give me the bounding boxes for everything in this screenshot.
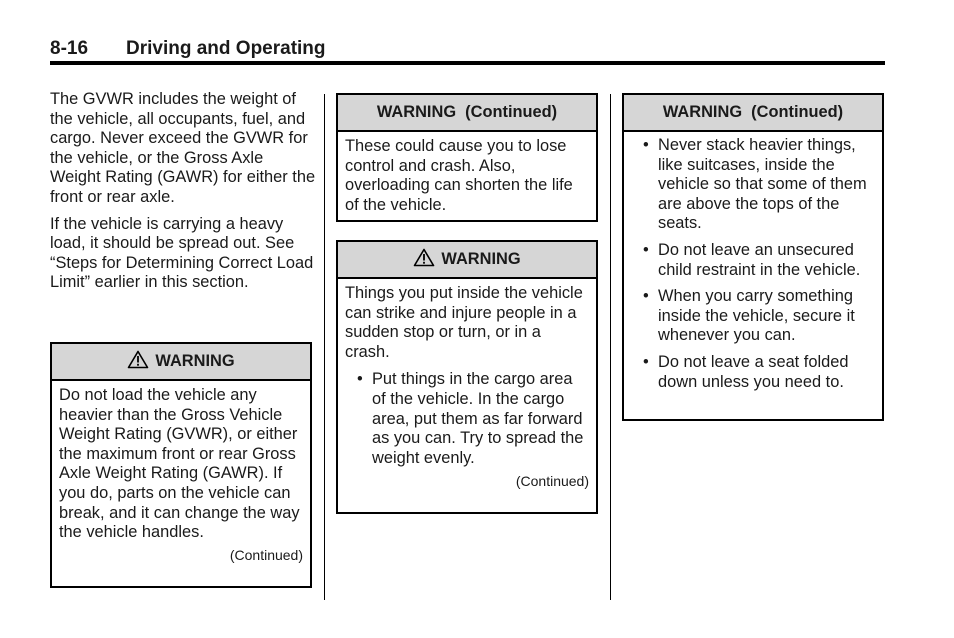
warning-title: WARNING (Continued) — [376, 103, 558, 121]
list-item: • When you carry something inside the vehicle, secure it whenever you can. — [643, 287, 855, 345]
warning-triangle-icon — [127, 350, 149, 369]
warning-box-continued-2 — [622, 93, 884, 421]
warning-title: WARNING — [155, 352, 235, 370]
warning-triangle-icon — [413, 248, 435, 267]
warning-header — [52, 344, 310, 381]
warning-box-cargo — [336, 240, 598, 514]
page-number: 8-16 — [50, 38, 89, 59]
warning-header — [338, 242, 596, 279]
continued-label: (Continued) — [515, 473, 589, 490]
warning-body — [338, 132, 596, 221]
column-1 — [50, 90, 316, 300]
warning-body — [624, 132, 882, 405]
warning-body — [52, 381, 310, 569]
section-title: Driving and Operating — [126, 38, 326, 59]
column-divider-2 — [610, 94, 611, 600]
paragraph-gvwr: The GVWR includes the weight of the vehicle, all occupants, fuel, and cargo. Never exceed the GVWR for the vehicle, or the Gross Axle Weight Rating (GAWR) for either the front or rear axle. — [50, 90, 316, 206]
list-item: • Put things in the cargo area of the vehicle. In the cargo area, put them as far forward as you can. Try to spread the weight evenly. — [357, 370, 584, 467]
warning-title: WARNING — [441, 250, 521, 268]
warning-text: These could cause you to lose control and crash. Also, overloading can shorten the life of the vehicle. — [345, 137, 573, 214]
warning-title: WARNING (Continued) — [662, 103, 844, 121]
warning-bullet-list — [345, 370, 589, 468]
list-item: • Never stack heavier things, like suitcases, inside the vehicle so that some of them are above the tops of the seats. — [643, 136, 867, 233]
warning-bullet-list — [631, 136, 875, 392]
header-rule — [50, 61, 885, 65]
page-header — [50, 38, 326, 60]
column-divider-1 — [324, 94, 325, 600]
warning-body — [338, 279, 596, 495]
list-item: • Do not leave an unsecured child restraint in the vehicle. — [643, 240, 861, 279]
continued-label: (Continued) — [229, 546, 303, 563]
warning-box-continued — [336, 93, 598, 222]
warning-text: Things you put inside the vehicle can strike and injure people in a sudden stop or turn, or in a crash. — [345, 284, 583, 361]
warning-header — [624, 95, 882, 132]
warning-header — [338, 95, 596, 132]
warning-box-load — [50, 342, 312, 588]
warning-text: Do not load the vehicle any heavier than the Gross Vehicle Weight Rating (GVWR), or either the maximum front or rear Gross Axle Weight Rating (GAWR). If you do, parts on the vehicle can break, and it can change the way the vehicle handles. — [59, 386, 300, 542]
list-item: • Do not leave a seat folded down unless you need to. — [643, 352, 849, 391]
paragraph-heavy-load: If the vehicle is carrying a heavy load, it should be spread out. See “Steps for Determining Correct Load Limit” earlier in this section. — [50, 214, 314, 292]
